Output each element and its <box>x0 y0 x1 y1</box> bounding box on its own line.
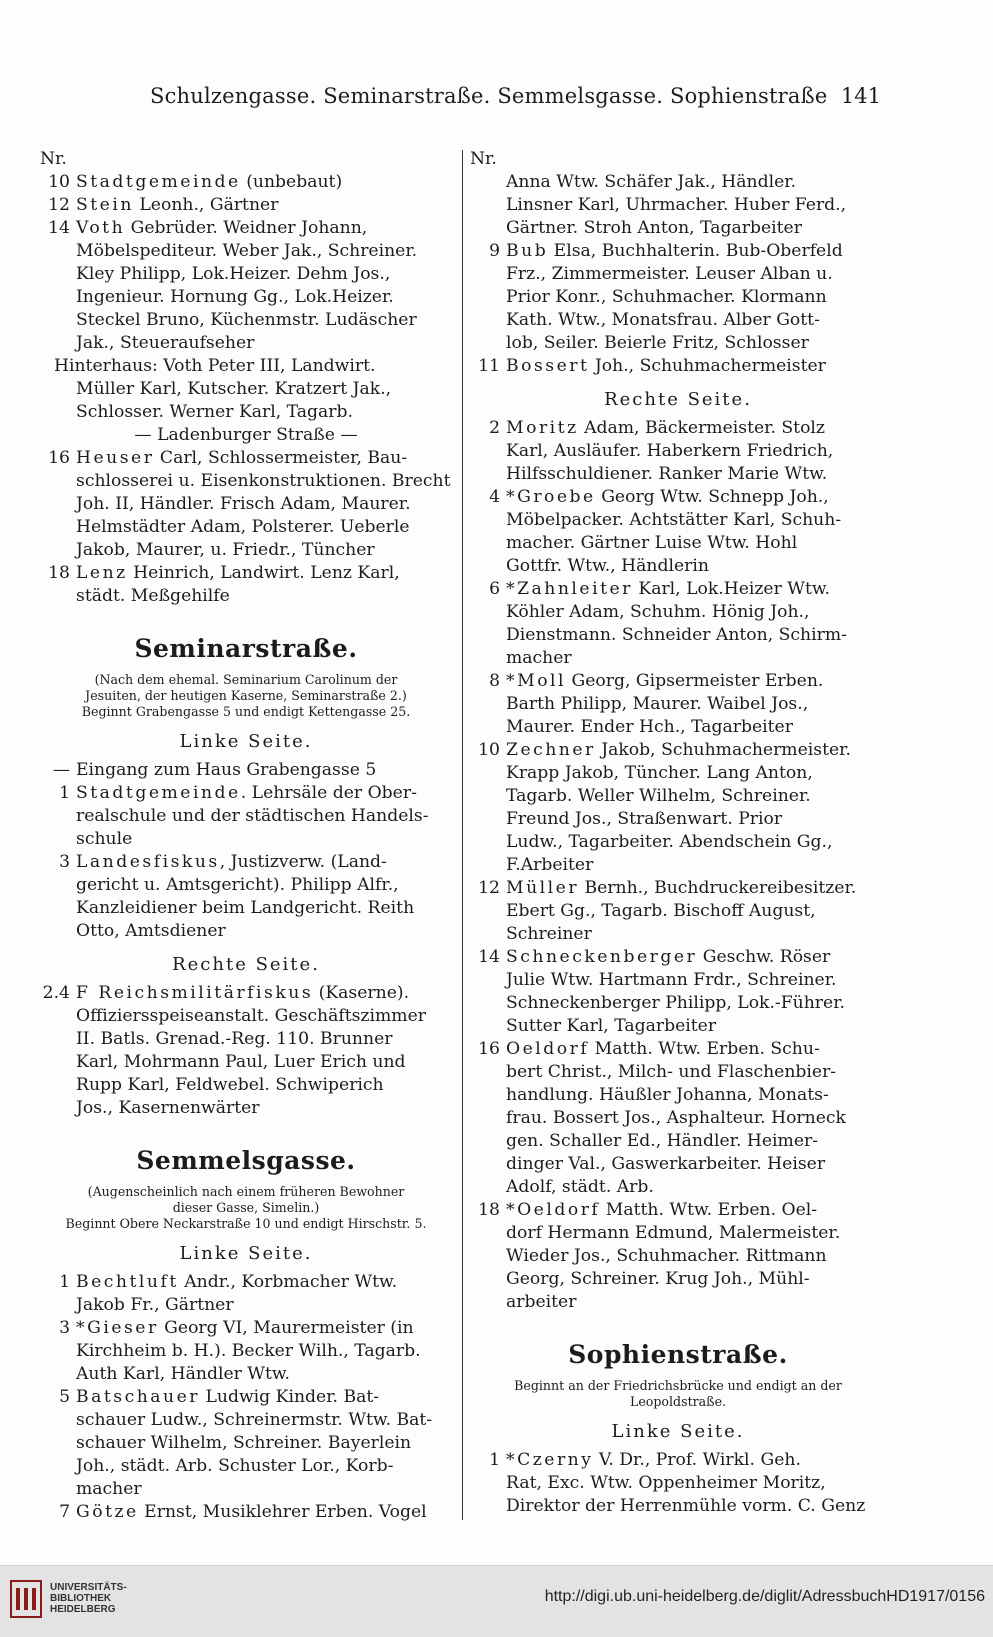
house-number: 3 <box>59 1318 70 1338</box>
street-note: Beginnt an der Friedrichsbrücke und endigt an der <box>514 1378 842 1393</box>
logo-line: UNIVERSITÄTS- <box>50 1582 127 1593</box>
house-number: 9 <box>489 241 500 261</box>
cross-street-marker: — Ladenburger Straße — <box>134 425 358 445</box>
entry-text: Schneckenberger Philipp, Lok.-Führer. <box>506 993 845 1013</box>
entry-text: Gottfr. Wtw., Händlerin <box>506 556 709 576</box>
owner-name: Stadtgemeinde <box>76 172 241 192</box>
entry-continuation <box>40 378 452 401</box>
number-column-heading: Nr. <box>470 149 497 169</box>
street-note: (Nach dem ehemal. Seminarium Carolinum der <box>94 672 398 687</box>
logo-line: HEIDELBERG <box>50 1604 116 1615</box>
entry-continuation <box>470 992 886 1015</box>
entry-text: Rupp Karl, Feldwebel. Schwiperich <box>76 1075 384 1095</box>
owner-name: Müller <box>506 878 580 898</box>
entry-continuation <box>470 463 886 486</box>
address-entry <box>470 946 886 969</box>
entry-text: schule <box>76 829 133 849</box>
house-number: 12 <box>478 878 500 898</box>
entry-text: Gärtner. Stroh Anton, Tagarbeiter <box>506 218 802 238</box>
house-number: 18 <box>478 1200 500 1220</box>
entry-text: Ebert Gg., Tagarb. Bischoff August, <box>506 901 816 921</box>
house-number: 11 <box>478 356 500 376</box>
entry-text: frau. Bossert Jos., Asphalteur. Horneck <box>506 1108 846 1128</box>
house-number: — <box>52 760 70 780</box>
column-divider <box>462 150 463 1520</box>
owner-name: Bossert <box>506 356 590 376</box>
entry-text: Schlosser. Werner Karl, Tagarb. <box>76 402 353 422</box>
house-number: 10 <box>478 740 500 760</box>
entry-continuation <box>470 171 886 194</box>
entry-continuation <box>40 805 452 828</box>
address-entry <box>470 1038 886 1061</box>
entry-text: Karl, Mohrmann Paul, Luer Erich und <box>76 1052 406 1072</box>
entry-text: Müller Karl, Kutscher. Kratzert Jak., <box>76 379 392 399</box>
entry-text: Schreiner <box>506 924 592 944</box>
owner-name: *Groebe <box>506 487 596 507</box>
entry-text: Kley Philipp, Lok.Heizer. Dehm Jos., <box>76 264 391 284</box>
entry-continuation <box>470 1222 886 1245</box>
entry-text: arbeiter <box>506 1292 577 1312</box>
owner-name: Oeldorf <box>506 1039 590 1059</box>
entry-text: schlosserei u. Eisenkonstruktionen. Brecht <box>76 471 451 491</box>
page-number: 141 <box>840 84 881 108</box>
entry-continuation <box>470 309 886 332</box>
entry-text: Dienstmann. Schneider Anton, Schirm- <box>506 625 847 645</box>
entry-continuation <box>470 1130 886 1153</box>
street-note: Beginnt Grabengasse 5 und endigt Kettengasse 25. <box>81 704 411 719</box>
side-heading: Linke Seite. <box>179 1243 313 1264</box>
entry-text: Joh. II, Händler. Frisch Adam, Maurer. <box>76 494 411 514</box>
entry-continuation <box>470 263 886 286</box>
entry-continuation <box>40 286 452 309</box>
address-entry <box>40 1271 452 1294</box>
entry-text: Leonh., Gärtner <box>133 195 279 215</box>
library-logo-text <box>50 1582 127 1615</box>
entry-text: Ludwig Kinder. Bat- <box>200 1387 380 1407</box>
address-entry <box>470 486 886 509</box>
side-heading: Linke Seite. <box>179 731 313 752</box>
entry-continuation <box>40 920 452 943</box>
entry-text: Kirchheim b. H.). Becker Wilh., Tagarb. <box>76 1341 421 1361</box>
entry-text: realschule und der städtischen Handels- <box>76 806 429 826</box>
entry-continuation <box>40 1478 452 1501</box>
entry-text: Andr., Korbmacher Wtw. <box>178 1272 398 1292</box>
entry-continuation <box>470 555 886 578</box>
entry-continuation <box>470 716 886 739</box>
owner-name: Heuser <box>76 448 155 468</box>
entry-text: bert Christ., Milch- und Flaschenbier- <box>506 1062 837 1082</box>
entry-text: Linsner Karl, Uhrmacher. Huber Ferd., <box>506 195 847 215</box>
address-entry <box>470 578 886 601</box>
address-entry <box>470 355 886 378</box>
street-note: Jesuiten, der heutigen Kaserne, Seminarstraße 2.) <box>85 688 407 703</box>
house-number: 2.4 <box>42 983 70 1003</box>
entry-text: Rat, Exc. Wtw. Oppenheimer Moritz, <box>506 1473 826 1493</box>
owner-name: Voth <box>76 218 126 238</box>
street-heading: Sophienstraße. <box>568 1340 788 1369</box>
entry-text: Georg, Schreiner. Krug Joh., Mühl- <box>506 1269 810 1289</box>
entry-text: Kanzleidiener beim Landgericht. Reith <box>76 898 415 918</box>
left-column <box>40 148 452 1524</box>
house-number: 6 <box>489 579 500 599</box>
house-number: 18 <box>48 563 70 583</box>
entry-continuation <box>470 332 886 355</box>
entry-text: macher <box>76 1479 142 1499</box>
entry-continuation <box>40 1051 452 1074</box>
entry-text: V. Dr., Prof. Wirkl. Geh. <box>593 1450 801 1470</box>
entry-continuation <box>470 194 886 217</box>
address-entry <box>40 562 452 585</box>
owner-name: Bub <box>506 241 549 261</box>
entry-text: Matth. Wtw. Erben. Oel- <box>600 1200 818 1220</box>
owner-name: Landesfiskus <box>76 852 220 872</box>
address-entry <box>470 240 886 263</box>
owner-name: Zechner <box>506 740 596 760</box>
entry-text: Ernst, Musiklehrer Erben. Vogel <box>138 1502 427 1522</box>
entry-text: Georg Wtw. Schnepp Joh., <box>595 487 829 507</box>
entry-text: Joh., Schuhmachermeister <box>589 356 826 376</box>
owner-name: Schneckenberger <box>506 947 698 967</box>
entry-continuation <box>470 532 886 555</box>
entry-continuation <box>470 1153 886 1176</box>
entry-text: Kath. Wtw., Monatsfrau. Alber Gott- <box>506 310 820 330</box>
entry-continuation <box>40 332 452 355</box>
entry-continuation <box>470 1176 886 1199</box>
entry-text: Helmstädter Adam, Polsterer. Ueberle <box>76 517 410 537</box>
address-entry <box>40 171 452 194</box>
entry-text: Jakob, Schuhmachermeister. <box>595 740 851 760</box>
address-entry <box>470 739 886 762</box>
entry-continuation <box>40 874 452 897</box>
entry-continuation <box>470 854 886 877</box>
street-heading: Semmelsgasse. <box>136 1146 356 1175</box>
house-number: 14 <box>48 218 70 238</box>
entry-continuation <box>40 493 452 516</box>
entry-text: Auth Karl, Händler Wtw. <box>76 1364 291 1384</box>
entry-text: Jakob, Maurer, u. Friedr., Tüncher <box>76 540 375 560</box>
address-entry <box>40 759 452 782</box>
address-entry <box>40 851 452 874</box>
entry-text: Geschw. Röser <box>697 947 831 967</box>
house-number: 4 <box>489 487 500 507</box>
entry-text: (unbebaut) <box>240 172 343 192</box>
house-number: 16 <box>478 1039 500 1059</box>
house-number: 1 <box>59 783 70 803</box>
entry-text: Karl, Ausläufer. Haberkern Friedrich, <box>506 441 834 461</box>
entry-continuation <box>470 1061 886 1084</box>
owner-name: *Zahnleiter <box>506 579 633 599</box>
entry-continuation <box>40 897 452 920</box>
entry-continuation <box>470 1245 886 1268</box>
owner-name: *Gieser <box>76 1318 159 1338</box>
logo-line: BIBLIOTHEK <box>50 1593 112 1604</box>
address-entry <box>40 194 452 217</box>
house-number: 12 <box>48 195 70 215</box>
entry-continuation <box>470 1084 886 1107</box>
entry-text: . Lehrsäle der Ober- <box>240 783 417 803</box>
entry-continuation <box>470 1291 886 1314</box>
side-heading: Linke Seite. <box>611 1421 745 1442</box>
entry-text: Heinrich, Landwirt. Lenz Karl, <box>127 563 400 583</box>
number-column-heading: Nr. <box>40 149 67 169</box>
house-number: 10 <box>48 172 70 192</box>
entry-continuation <box>40 1432 452 1455</box>
owner-name: Stadtgemeinde <box>76 783 241 803</box>
entry-continuation <box>470 440 886 463</box>
address-entry <box>470 670 886 693</box>
entry-text: Freund Jos., Straßenwart. Prior <box>506 809 783 829</box>
entry-continuation <box>470 1107 886 1130</box>
owner-name: Bechtluft <box>76 1272 179 1292</box>
entry-continuation <box>470 624 886 647</box>
entry-text: städt. Meßgehilfe <box>76 586 230 606</box>
entry-text: Matth. Wtw. Erben. Schu- <box>589 1039 820 1059</box>
side-heading: Rechte Seite. <box>604 389 752 410</box>
entry-continuation <box>470 647 886 670</box>
house-number: 8 <box>489 671 500 691</box>
entry-text: gen. Schaller Ed., Händler. Heimer- <box>506 1131 819 1151</box>
house-number: 1 <box>489 1450 500 1470</box>
house-number: 16 <box>48 448 70 468</box>
owner-name: *Czerny <box>506 1450 594 1470</box>
address-entry <box>40 1386 452 1409</box>
entry-continuation <box>470 693 886 716</box>
entry-text: dorf Hermann Edmund, Malermeister. <box>506 1223 841 1243</box>
entry-text: Maurer. Ender Hch., Tagarbeiter <box>506 717 793 737</box>
owner-name: Götze <box>76 1502 139 1522</box>
entry-text: Jos., Kasernenwärter <box>76 1098 260 1118</box>
entry-continuation <box>470 217 886 240</box>
entry-continuation <box>40 539 452 562</box>
entry-text: Karl, Lok.Heizer Wtw. <box>632 579 830 599</box>
university-seal-icon <box>10 1580 42 1618</box>
entry-text: schauer Ludw., Schreinermstr. Wtw. Bat- <box>76 1410 433 1430</box>
address-entry <box>40 1317 452 1340</box>
entry-continuation <box>470 808 886 831</box>
entry-text: Eingang zum Haus Grabengasse 5 <box>76 760 377 780</box>
address-entry <box>470 1199 886 1222</box>
entry-text: Ingenieur. Hornung Gg., Lok.Heizer. <box>76 287 394 307</box>
entry-continuation <box>40 828 452 851</box>
sub-entry: Hinterhaus: Voth Peter III, Landwirt. <box>54 356 376 376</box>
house-number: 7 <box>59 1502 70 1522</box>
entry-text: Krapp Jakob, Tüncher. Lang Anton, <box>506 763 813 783</box>
entry-text: Möbelpacker. Achtstätter Karl, Schuh- <box>506 510 842 530</box>
entry-continuation <box>470 286 886 309</box>
entry-continuation <box>470 923 886 946</box>
entry-text: schauer Wilhelm, Schreiner. Bayerlein <box>76 1433 412 1453</box>
entry-text: Julie Wtw. Hartmann Frdr., Schreiner. <box>506 970 837 990</box>
address-entry <box>470 417 886 440</box>
entry-continuation <box>40 401 452 424</box>
entry-text: (Kaserne). <box>313 983 410 1003</box>
owner-name: Moritz <box>506 418 579 438</box>
entry-text: , Justizverw. (Land- <box>219 852 387 872</box>
address-entry <box>470 877 886 900</box>
viewer-footer <box>0 1565 993 1637</box>
entry-text: Georg, Gipsermeister Erben. <box>566 671 824 691</box>
entry-continuation <box>470 601 886 624</box>
entry-text: Offiziersspeiseanstalt. Geschäftszimmer <box>76 1006 426 1026</box>
entry-text: Joh., städt. Arb. Schuster Lor., Korb- <box>76 1456 394 1476</box>
street-note: Leopoldstraße. <box>629 1394 727 1409</box>
entry-continuation <box>40 516 452 539</box>
entry-continuation <box>40 1028 452 1051</box>
entry-text: Anna Wtw. Schäfer Jak., Händler. <box>506 172 797 192</box>
entry-text: Adam, Bäckermeister. Stolz <box>578 418 825 438</box>
owner-name: *Moll <box>506 671 567 691</box>
entry-continuation <box>40 1097 452 1120</box>
house-number: 3 <box>59 852 70 872</box>
address-entry <box>40 982 452 1005</box>
entry-text: Hilfsschuldiener. Ranker Marie Wtw. <box>506 464 828 484</box>
address-entry <box>40 447 452 470</box>
entry-text: Sutter Karl, Tagarbeiter <box>506 1016 717 1036</box>
entry-continuation <box>40 1455 452 1478</box>
entry-continuation <box>470 1268 886 1291</box>
entry-text: dinger Val., Gaswerkarbeiter. Heiser <box>506 1154 826 1174</box>
street-note: dieser Gasse, Simelin.) <box>172 1200 320 1215</box>
running-head: Schulzengasse. Seminarstraße. Semmelsgasse. Sophienstraße <box>150 84 828 108</box>
entry-text: Jakob Fr., Gärtner <box>76 1295 234 1315</box>
right-column <box>470 148 886 1518</box>
entry-text: Steckel Bruno, Küchenmstr. Ludäscher <box>76 310 417 330</box>
entry-text: Wieder Jos., Schuhmacher. Rittmann <box>506 1246 827 1266</box>
entry-continuation <box>470 1015 886 1038</box>
entry-text: Köhler Adam, Schuhm. Hönig Joh., <box>506 602 810 622</box>
entry-text: Otto, Amtsdiener <box>76 921 226 941</box>
permalink-url[interactable]: http://digi.ub.uni-heidelberg.de/diglit/AdressbuchHD1917/0156 <box>544 1588 985 1605</box>
entry-text: Möbelspediteur. Weber Jak., Schreiner. <box>76 241 418 261</box>
entry-text: Jak., Steueraufseher <box>76 333 255 353</box>
entry-continuation <box>470 969 886 992</box>
entry-text: handlung. Häußler Johanna, Monats- <box>506 1085 829 1105</box>
entry-text: Barth Philipp, Maurer. Waibel Jos., <box>506 694 809 714</box>
entry-text: Frz., Zimmermeister. Leuser Alban u. <box>506 264 833 284</box>
entry-continuation <box>40 263 452 286</box>
house-number: 5 <box>59 1387 70 1407</box>
entry-text: Tagarb. Weller Wilhelm, Schreiner. <box>506 786 811 806</box>
owner-name: Stein <box>76 195 134 215</box>
entry-continuation <box>40 1294 452 1317</box>
owner-name: Batschauer <box>76 1387 201 1407</box>
entry-text: macher. Gärtner Luise Wtw. Hohl <box>506 533 798 553</box>
entry-text: lob, Seiler. Beierle Fritz, Schlosser <box>506 333 809 353</box>
entry-continuation <box>470 509 886 532</box>
entry-continuation <box>470 785 886 808</box>
entry-continuation <box>40 1074 452 1097</box>
owner-name: Lenz <box>76 563 128 583</box>
house-number: 2 <box>489 418 500 438</box>
entry-continuation <box>40 1340 452 1363</box>
entry-text: Prior Konr., Schuhmacher. Klormann <box>506 287 827 307</box>
owner-name: F Reichsmilitärfiskus <box>76 983 314 1003</box>
entry-text: Elsa, Buchhalterin. Bub-Oberfeld <box>548 241 843 261</box>
entry-continuation <box>40 1363 452 1386</box>
library-logo[interactable] <box>10 1576 127 1628</box>
entry-continuation <box>470 900 886 923</box>
entry-continuation <box>40 240 452 263</box>
entry-continuation <box>40 1005 452 1028</box>
entry-text: F.Arbeiter <box>506 855 594 875</box>
entry-text: Ludw., Tagarbeiter. Abendschein Gg., <box>506 832 833 852</box>
entry-continuation <box>470 762 886 785</box>
entry-continuation <box>470 1472 886 1495</box>
entry-text: Adolf, städt. Arb. <box>506 1177 654 1197</box>
entry-continuation <box>40 1409 452 1432</box>
house-number: 14 <box>478 947 500 967</box>
entry-continuation <box>40 309 452 332</box>
street-note: Beginnt Obere Neckarstraße 10 und endigt Hirschstr. 5. <box>65 1216 427 1231</box>
owner-name: *Oeldorf <box>506 1200 601 1220</box>
entry-text: gericht u. Amtsgericht). Philipp Alfr., <box>76 875 399 895</box>
entry-continuation <box>470 831 886 854</box>
address-entry <box>40 782 452 805</box>
entry-continuation <box>40 470 452 493</box>
entry-text: Direktor der Herrenmühle vorm. C. Genz <box>506 1496 866 1516</box>
side-heading: Rechte Seite. <box>172 954 320 975</box>
entry-text: Gebrüder. Weidner Johann, <box>125 218 368 238</box>
street-heading: Seminarstraße. <box>134 634 358 663</box>
address-entry <box>40 217 452 240</box>
entry-text: II. Batls. Grenad.-Reg. 110. Brunner <box>76 1029 393 1049</box>
street-note: (Augenscheinlich nach einem früheren Bewohner <box>87 1184 405 1199</box>
address-entry <box>470 1449 886 1472</box>
entry-text: Bernh., Buchdruckereibesitzer. <box>579 878 857 898</box>
house-number: 1 <box>59 1272 70 1292</box>
address-entry <box>40 1501 452 1524</box>
entry-text: Carl, Schlossermeister, Bau- <box>154 448 408 468</box>
entry-continuation <box>470 1495 886 1518</box>
entry-continuation <box>40 585 452 608</box>
entry-text: Georg VI, Maurermeister (in <box>158 1318 414 1338</box>
entry-text: macher <box>506 648 572 668</box>
